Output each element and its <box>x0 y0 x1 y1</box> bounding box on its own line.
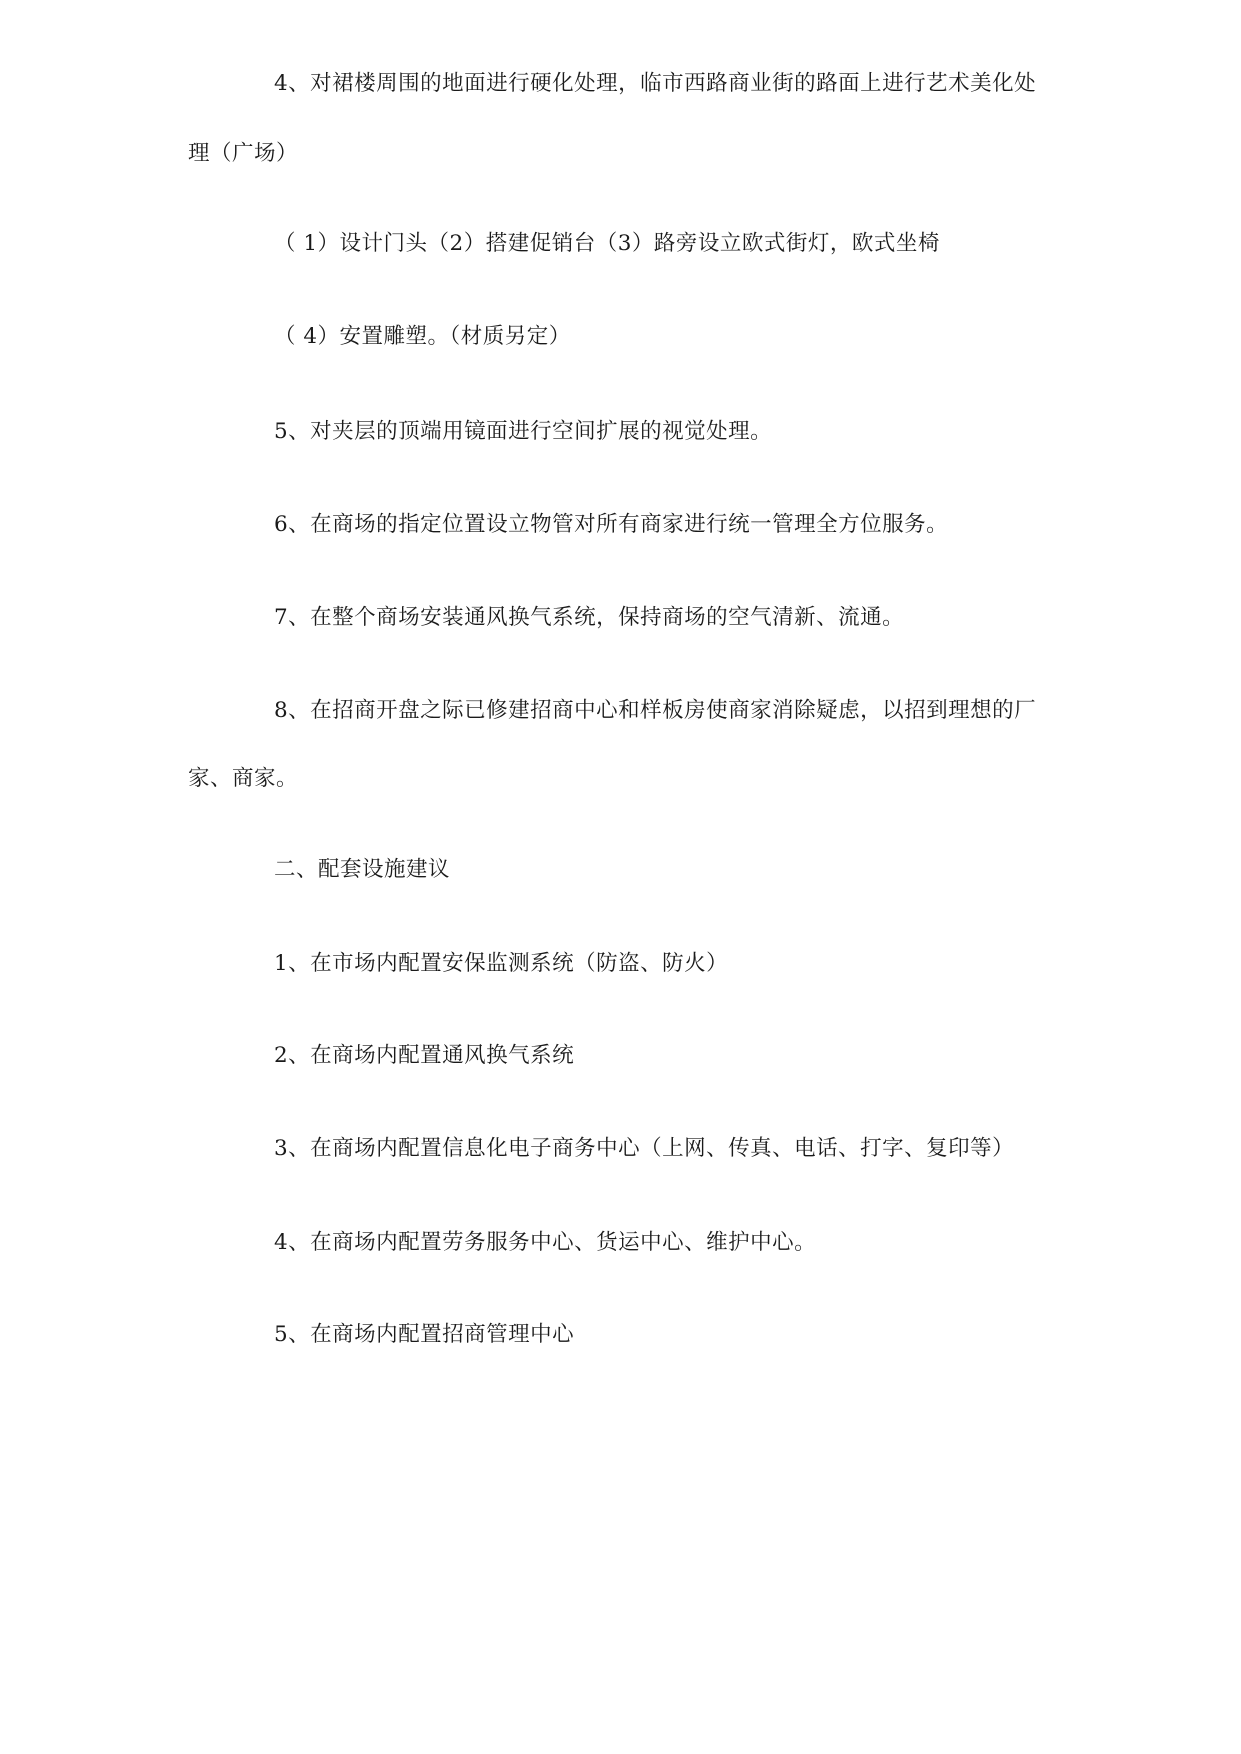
sub-item-1-3: （ 1）设计门头（2）搭建促销台（3）路旁设立欧式街灯，欧式坐椅 <box>274 231 940 256</box>
paragraph-8-line-2: 家、商家。 <box>188 766 299 791</box>
section-heading: 二、配套设施建议 <box>274 857 451 882</box>
paragraph-7: 7、在整个商场安装通风换气系统，保持商场的空气清新、流通。 <box>274 605 905 630</box>
facility-item-2: 2、在商场内配置通风换气系统 <box>274 1043 575 1068</box>
facility-item-1: 1、在市场内配置安保监测系统（防盗、防火） <box>274 951 729 976</box>
paragraph-4-line-1: 4、对裙楼周围的地面进行硬化处理，临市西路商业街的路面上进行艺术美化处 <box>274 71 1037 96</box>
paragraph-6: 6、在商场的指定位置设立物管对所有商家进行统一管理全方位服务。 <box>274 512 949 537</box>
paragraph-4-line-2: 理（广场） <box>188 141 299 166</box>
facility-item-4: 4、在商场内配置劳务服务中心、货运中心、维护中心。 <box>274 1230 817 1255</box>
paragraph-5: 5、对夹层的顶端用镜面进行空间扩展的视觉处理。 <box>274 419 773 444</box>
facility-item-3: 3、在商场内配置信息化电子商务中心（上网、传真、电话、打字、复印等） <box>274 1136 1015 1161</box>
paragraph-8-line-1: 8、在招商开盘之际已修建招商中心和样板房使商家消除疑虑，以招到理想的厂 <box>274 698 1037 723</box>
sub-item-4: （ 4）安置雕塑。（材质另定） <box>274 324 571 349</box>
facility-item-5: 5、在商场内配置招商管理中心 <box>274 1322 575 1347</box>
